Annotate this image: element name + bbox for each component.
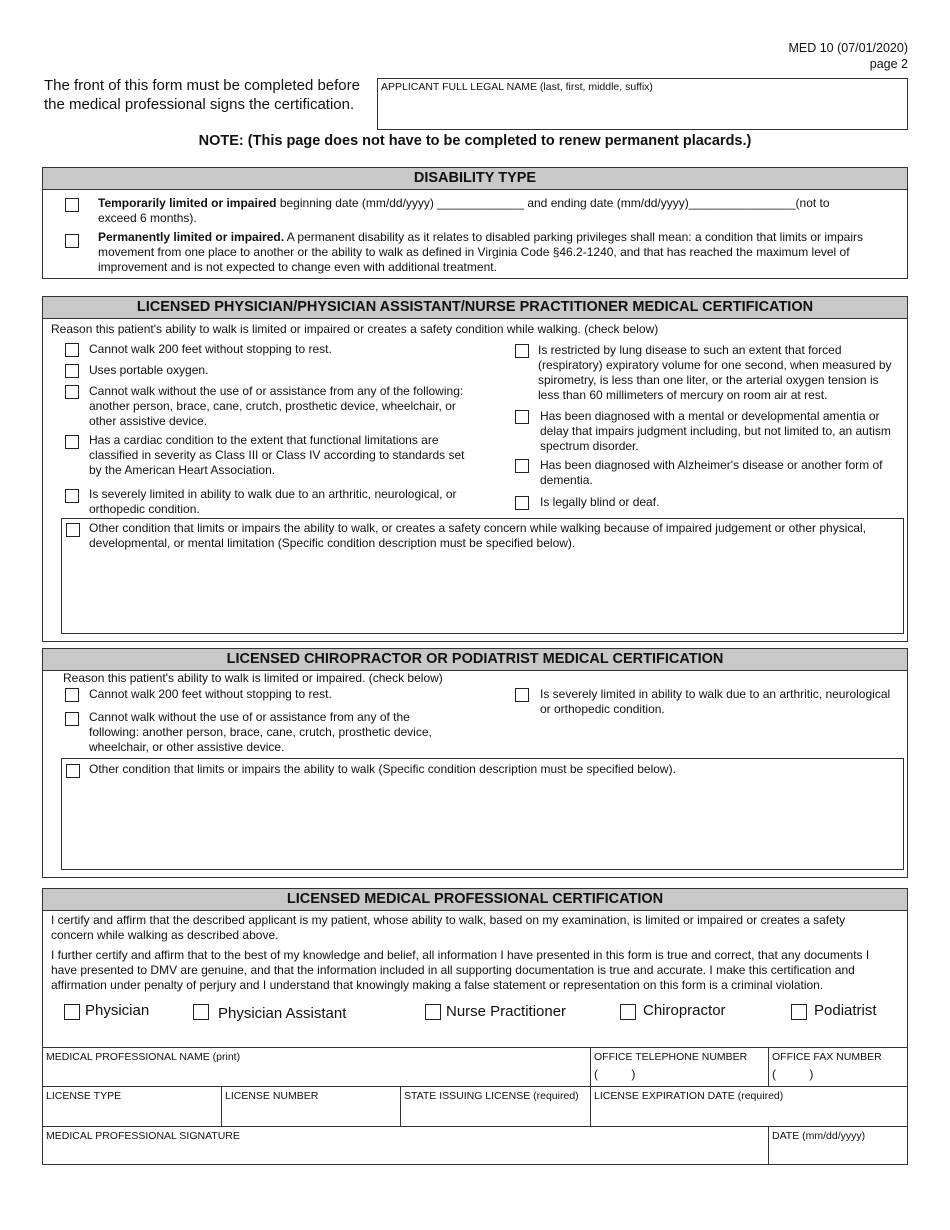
form-number: MED 10 (07/01/2020)	[788, 41, 908, 55]
phys-checkbox-mental[interactable]	[515, 410, 529, 424]
signature-field[interactable]: MEDICAL PROFESSIONAL SIGNATURE	[43, 1127, 769, 1164]
permanent-checkbox[interactable]	[65, 234, 79, 248]
temporary-checkbox[interactable]	[65, 198, 79, 212]
phys-option-alzheimers: Has been diagnosed with Alzheimer's disease or another form of dementia.	[540, 458, 883, 487]
disability-type-title: DISABILITY TYPE	[43, 168, 907, 190]
state-issuing-license-field[interactable]: STATE ISSUING LICENSE (required)	[401, 1087, 591, 1127]
physician-certification-section	[42, 296, 908, 642]
type-nurse-practitioner-label: Nurse Practitioner	[446, 1003, 567, 1020]
applicant-name-field[interactable]	[377, 78, 908, 130]
type-podiatrist-checkbox[interactable]	[791, 1004, 807, 1020]
type-physician-label: Physician	[85, 1002, 150, 1019]
medical-professional-certification-section	[42, 888, 908, 1165]
type-podiatrist-label: Podiatrist	[814, 1002, 877, 1019]
office-fax-field[interactable]: OFFICE FAX NUMBER ( )	[769, 1048, 907, 1087]
office-telephone-field[interactable]: OFFICE TELEPHONE NUMBER ( )	[591, 1048, 769, 1087]
renewal-note: NOTE: (This page does not have to be completed to renew permanent placards.)	[198, 133, 752, 149]
temporary-text: Temporarily limited or impaired beginning date (mm/dd/yyyy) _____________ and ending date (mm/dd/yyyy)________________(not to exceed 6 months).	[98, 196, 830, 225]
type-chiropractor-label: Chiropractor	[643, 1002, 726, 1019]
license-number-field[interactable]: LICENSE NUMBER	[222, 1087, 401, 1127]
chiro-checkbox-assistance[interactable]	[65, 712, 79, 726]
phys-option-assistance: Cannot walk without the use of or assistance from any of the following: another person, brace, cane, crutch, prosthetic device, wheelchair, or other assistive device.	[89, 384, 464, 428]
chiro-checkbox-other[interactable]	[66, 764, 80, 778]
phys-option-cardiac: Has a cardiac condition to the extent that functional limitations are classified in severity as Class III or Class IV according to standards set by the American Heart Association.	[89, 433, 465, 477]
phys-checkbox-oxygen[interactable]	[65, 364, 79, 378]
chiro-reason: Reason this patient's ability to walk is limited or impaired. (check below)	[63, 671, 443, 685]
license-expiration-field[interactable]: LICENSE EXPIRATION DATE (required)	[591, 1087, 907, 1127]
phys-other-condition-box[interactable]	[61, 518, 904, 634]
phys-checkbox-assistance[interactable]	[65, 385, 79, 399]
page-number: page 2	[869, 57, 908, 71]
disability-type-section	[42, 167, 908, 279]
professional-name-field[interactable]: MEDICAL PROFESSIONAL NAME (print)	[43, 1048, 591, 1087]
type-nurse-practitioner-checkbox[interactable]	[425, 1004, 441, 1020]
phys-option-arthritic: Is severely limited in ability to walk due to an arthritic, neurological, or orthopedic condition.	[89, 487, 457, 516]
cert-section-title: LICENSED MEDICAL PROFESSIONAL CERTIFICATION	[43, 889, 907, 911]
phys-checkbox-arthritic[interactable]	[65, 489, 79, 503]
chiro-option-assistance: Cannot walk without the use of or assistance from any of the following: another person, brace, cane, crutch, prosthetic device, wheelchair, or other assistive device.	[89, 710, 432, 754]
chiro-section-title: LICENSED CHIROPRACTOR OR PODIATRIST MEDICAL CERTIFICATION	[43, 649, 907, 671]
phys-checkbox-alzheimers[interactable]	[515, 459, 529, 473]
signature-date-field[interactable]: DATE (mm/dd/yyyy)	[772, 1130, 866, 1142]
type-physician-checkbox[interactable]	[64, 1004, 80, 1020]
chiro-other-condition-box[interactable]	[61, 758, 904, 870]
cert-paragraph-1: I certify and affirm that the described applicant is my patient, whose ability to walk, based on my examination, is limited or impaired or creates a safety concern while walking as described above.	[51, 913, 846, 942]
physician-section-title: LICENSED PHYSICIAN/PHYSICIAN ASSISTANT/NURSE PRACTITIONER MEDICAL CERTIFICATION	[43, 297, 907, 319]
type-physician-assistant-label: Physician Assistant	[218, 1005, 347, 1022]
cert-paragraph-2: I further certify and affirm that to the best of my knowledge and belief, all information I have presented in this form is true and correct, that any documents I have presented to DMV are genuine, and that the information included in all supporting documentation is true and accurate. I make this certification and affirmation under penalty of perjury and I understand that knowingly making a false statement or representation on this form is a criminal violation.	[51, 948, 870, 992]
license-type-field[interactable]: LICENSE TYPE	[43, 1087, 222, 1127]
chiro-option-other: Other condition that limits or impairs the ability to walk (Specific condition description must be specified below).	[89, 762, 676, 776]
phys-option-oxygen: Uses portable oxygen.	[89, 363, 209, 377]
phys-checkbox-blind[interactable]	[515, 496, 529, 510]
phys-option-200ft: Cannot walk 200 feet without stopping to rest.	[89, 342, 332, 356]
phys-option-lung: Is restricted by lung disease to such an extent that forced (respiratory) expiratory volume for one second, when measured by spirometry, is less than one liter, or the arterial oxygen tension is less than 60 millimeters of mercury on room air at rest.	[538, 343, 892, 402]
phys-option-blind: Is legally blind or deaf.	[540, 495, 660, 509]
physician-reason: Reason this patient's ability to walk is limited or impaired or creates a safety condition while walking. (check below)	[51, 322, 659, 336]
phys-option-other: Other condition that limits or impairs the ability to walk, or creates a safety concern while walking because of impaired judgement or other physical, developmental, or mental limitation (Specific condition description must be specified below).	[89, 521, 867, 550]
phys-checkbox-200ft[interactable]	[65, 343, 79, 357]
phys-checkbox-lung[interactable]	[515, 344, 529, 358]
chiro-checkbox-200ft[interactable]	[65, 688, 79, 702]
form-id-block	[788, 40, 908, 72]
chiro-checkbox-arthritic[interactable]	[515, 688, 529, 702]
phys-checkbox-other[interactable]	[66, 523, 80, 537]
front-note: The front of this form must be completed before the medical professional signs the certification.	[44, 77, 360, 113]
chiropractor-podiatrist-section	[42, 648, 908, 878]
type-chiropractor-checkbox[interactable]	[620, 1004, 636, 1020]
type-physician-assistant-checkbox[interactable]	[193, 1004, 209, 1020]
applicant-name-label: APPLICANT FULL LEGAL NAME (last, first, middle, suffix)	[381, 81, 653, 93]
permanent-text: Permanently limited or impaired. A permanent disability as it relates to disabled parking privileges shall mean: a condition that limits or impairs movement from one place to another or the ability to walk as defined in Virginia Code §46.2-1240, and that has reached the maximum level of improvement and is not expected to change even with additional treatment.	[98, 230, 864, 274]
phys-option-mental: Has been diagnosed with a mental or developmental amentia or delay that impairs judgment including, but not limited to, an autism spectrum disorder.	[540, 409, 891, 453]
chiro-option-arthritic: Is severely limited in ability to walk due to an arthritic, neurological or orthopedic condition.	[540, 687, 891, 716]
phys-checkbox-cardiac[interactable]	[65, 435, 79, 449]
chiro-option-200ft: Cannot walk 200 feet without stopping to rest.	[89, 687, 332, 701]
